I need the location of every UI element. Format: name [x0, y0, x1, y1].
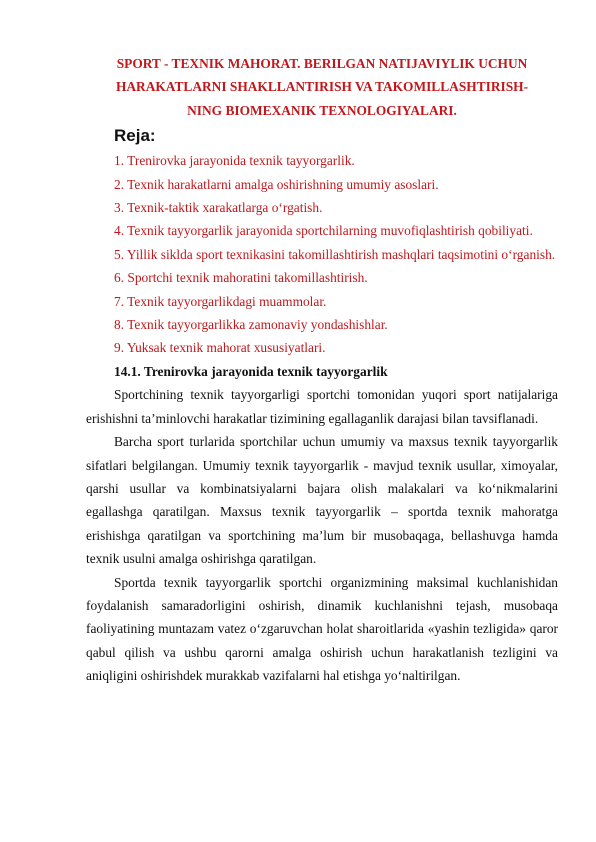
document-page [86, 52, 558, 688]
plan-item-1: 1. Trenirovka jarayonida texnik tayyorgarlik. [114, 153, 355, 169]
plan-item-8: 8. Texnik tayyorgarlikka zamonaviy yondashishlar. [114, 317, 388, 333]
plan-item-2: 2. Texnik harakatlarni amalga oshirishning umumiy asoslari. [114, 176, 439, 192]
plan-item-3: 3. Texnik-taktik xarakatlarga o‘rgatish. [114, 200, 323, 216]
plan-item-6: 6. Sportchi texnik mahoratini takomillashtirish. [114, 270, 368, 286]
plan-item-9: 9. Yuksak texnik mahorat xususiyatlari. [114, 340, 326, 356]
title-line-3: NING BIOMEXANIK TEXNOLOGIYALARI. [187, 102, 457, 118]
paragraph-2: Barcha sport turlarida sportchilar uchun umumiy va maxsus texnik tayyorgarlik sifatlari belgilangan. Umumiy texnik tayyorgarlik - mavjud texnik usullar, ximoyalar, qarshi usullar va kombinatsiyalarni bajara olish malakalari va ko‘nikmalarini egallashga qaratilgan. Maxsus texnik tayyorgarlik – sportda texnik mahoratga erishishga qaratilgan va sportchining ma’lum bir musobaqaga, bellashuvga hamda texnik usulni amalga oshirishga qaratilgan. [86, 434, 558, 567]
section-title: 14.1. Trenirovka jarayonida texnik tayyorgarlik [114, 363, 388, 379]
paragraph-3: Sportda texnik tayyorgarlik sportchi organizmining maksimal kuchlanishidan foydalanish samaradorligini oshirish, dinamik kuchlanishni tejash, musobaqa faoliyatining muntazam vatez o‘zgaruvchan holat sharoitlarida «yashin tezligida» qaror qabul qilish va ushbu qarorni amalga oshirish uchun harakatlanish tezligini va aniqligini oshirishdek murakkab vazifalarni hal etishga yo‘naltirilgan. [86, 574, 558, 684]
plan-item-7: 7. Texnik tayyorgarlikdagi muammolar. [114, 293, 327, 309]
paragraph-1: Sportchining texnik tayyorgarligi sportchi tomonidan yuqori sport natijalariga erishishni ta’minlovchi harakatlar tizimining egallaganlik darajasi bilan tavsiflanadi. [86, 387, 558, 426]
title-line-1: SPORT - TEXNIK MAHORAT. BERILGAN NATIJAVIYLIK UCHUN [116, 56, 528, 71]
plan-item-4: 4. Texnik tayyorgarlik jarayonida sportchilarning muvofiqlashtirish qobiliyati. [114, 223, 533, 239]
document-title [86, 52, 558, 122]
title-line-2: HARAKATLARNI SHAKLLANTIRISH VA TAKOMILLASHTIRISH- [115, 79, 529, 95]
plan-heading: Reja: [114, 126, 156, 146]
plan-list [86, 149, 558, 360]
plan-item-5: 5. Yillik siklda sport texnikasini takomillashtirish mashqlari taqsimotini o‘rganish. [114, 246, 556, 262]
